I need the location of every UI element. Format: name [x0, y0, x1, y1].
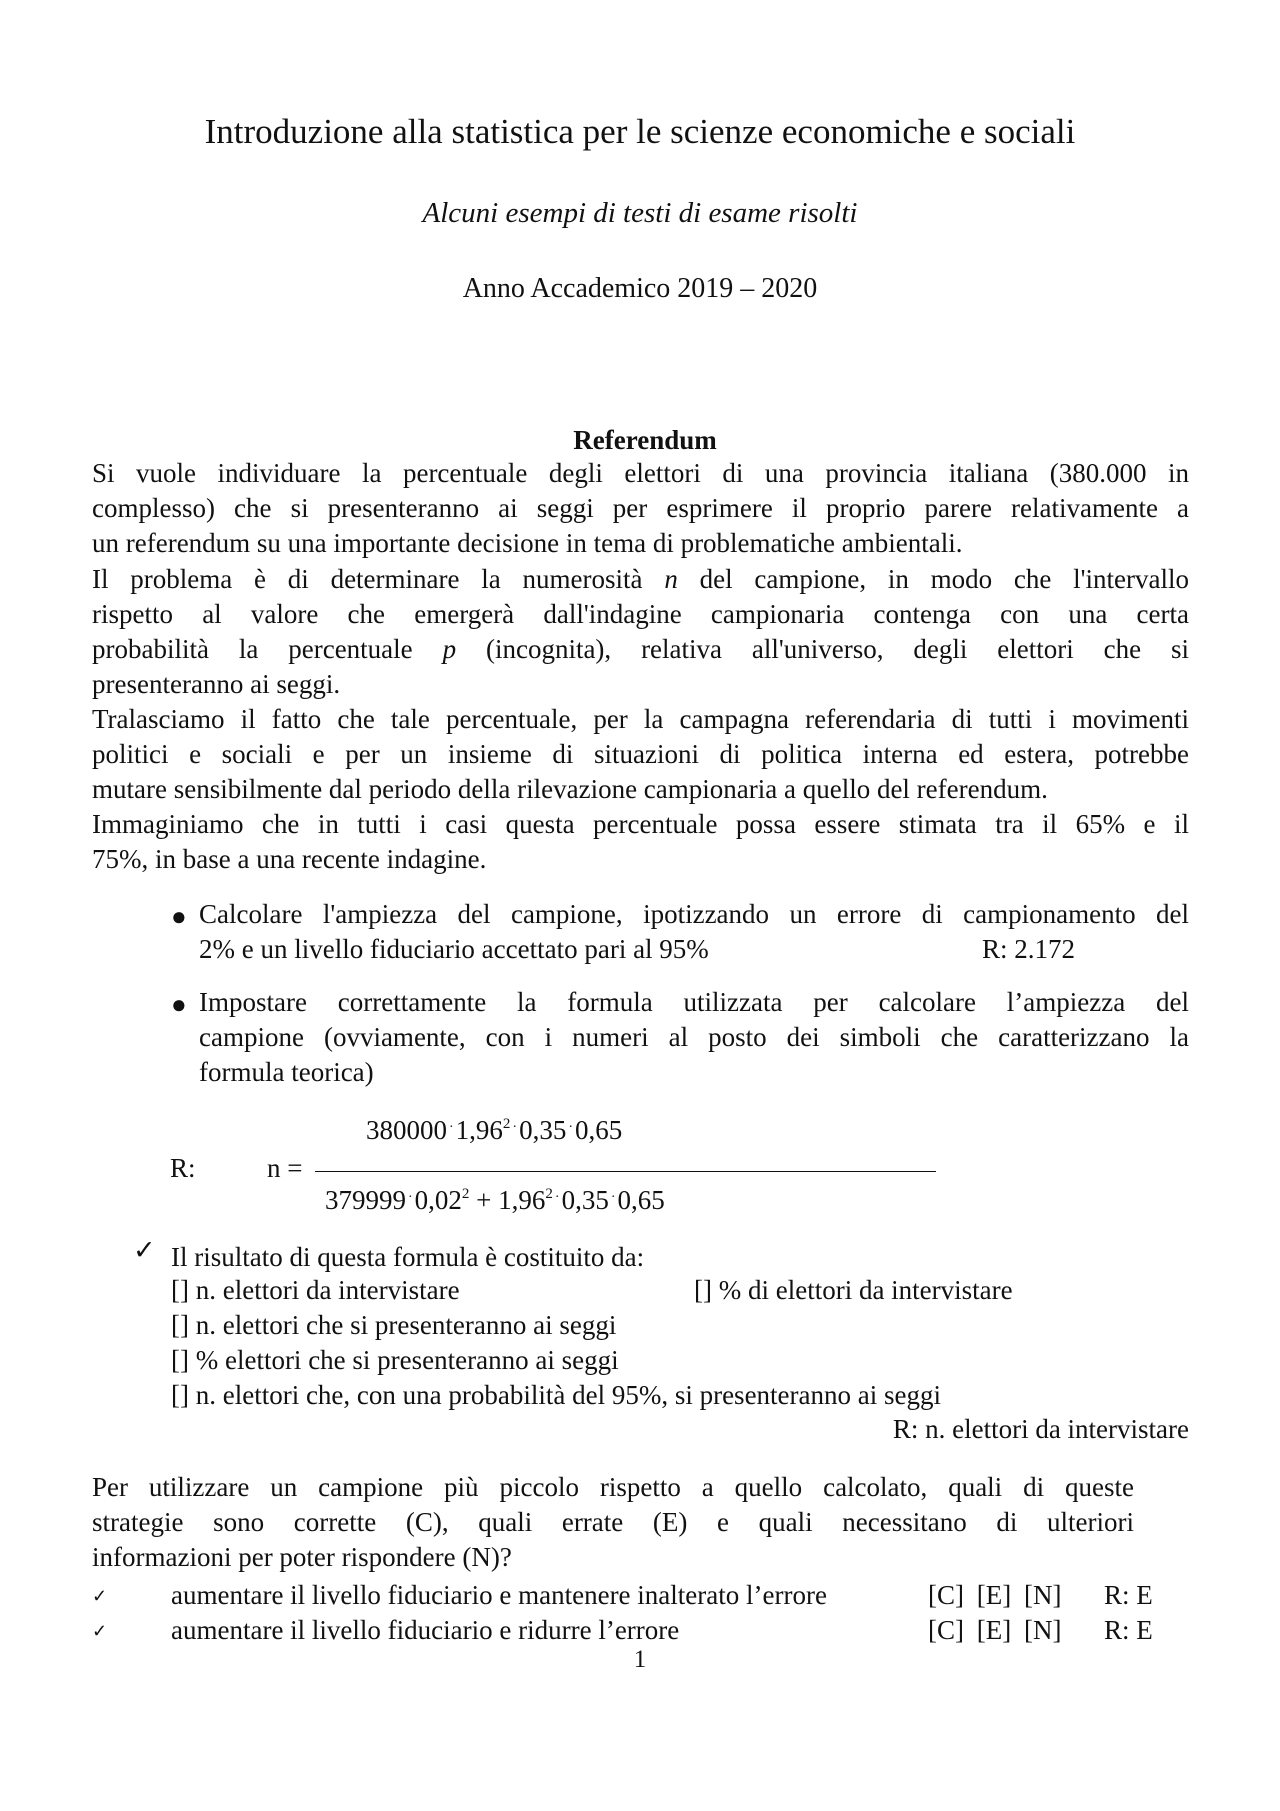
exponent: 2 [502, 1116, 511, 1132]
answer-text: R: n. elettori da intervistare [892, 1414, 1189, 1444]
text-line: un referendum su una importante decisione in tema di problematiche ambientali. [92, 528, 963, 558]
formula-lhs: n = [267, 1153, 303, 1183]
multiply-dot: · [512, 1120, 518, 1135]
text-line: campione (ovviamente, con i numeri al posto dei simboli che caratterizzano la [199, 1022, 1189, 1052]
text-line: Tralasciamo il fatto che tale percentuale, per la campagna referendaria di tutti i movimenti [92, 704, 1189, 734]
bullet-item-sample-size [199, 897, 1189, 967]
checkmark-icon: ✓ [92, 1586, 108, 1606]
variable-n: n [664, 564, 678, 594]
answer-text: R: E [1104, 1615, 1153, 1645]
paragraph-estimate [92, 807, 1189, 877]
multiply-dot: · [554, 1190, 560, 1205]
formula-numerator [366, 1115, 622, 1146]
checkmark-icon: ✓ [133, 1235, 156, 1265]
page-number: 1 [633, 1646, 647, 1673]
formula-term: 380000 [366, 1115, 447, 1145]
text-line: Calcolare l'ampiezza del campione, ipotizzando un errore di campionamento del [199, 899, 1189, 929]
text-line: Si vuole individuare la percentuale degli elettori di una provincia italiana (380.000 in [92, 458, 1189, 488]
strategy-text: aumentare il livello fiduciario e ridurre l’errore [171, 1615, 680, 1645]
bullet-dot-icon: ● [171, 902, 187, 931]
text-line: strategie sono corrette (C), quali errate (E) e quali necessitano di ulteriori [92, 1507, 1134, 1537]
paragraph-problem [92, 562, 1189, 702]
bullet-item-formula [199, 985, 1189, 1090]
formula-term: 0,35 [519, 1115, 567, 1145]
option-item: [] n. elettori che si presenteranno ai seggi [171, 1310, 617, 1340]
strategy-choices: [C] [E] [N] [928, 1580, 1062, 1610]
text-segment: del campione, in modo che l'intervallo [699, 564, 1190, 594]
exponent: 2 [461, 1186, 470, 1202]
text-segment: Il problema è di determinare la numerosità [92, 564, 643, 594]
sample-size-formula [170, 1115, 790, 1225]
multiply-dot: · [610, 1190, 616, 1205]
text-segment: (incognita), relativa all'universo, degli elettori che si [485, 634, 1190, 664]
document-title: Introduzione alla statistica per le scienze economiche e sociali [204, 112, 1076, 151]
document-subtitle: Alcuni esempi di testi di esame risolti [422, 197, 858, 229]
text-segment: 2% e un livello fiduciario accettato pari al 95% [199, 934, 709, 964]
option-item: [] n. elettori da intervistare [171, 1275, 460, 1305]
section-heading: Referendum [573, 425, 717, 455]
text-line: Impostare correttamente la formula utilizzata per calcolare l’ampiezza del [199, 987, 1189, 1017]
formula-term: + 1,96 [476, 1185, 546, 1215]
text-line: formula teorica) [199, 1057, 374, 1087]
text-line: informazioni per poter rispondere (N)? [92, 1542, 512, 1572]
option-item: [] % elettori che si presenteranno ai seggi [171, 1345, 619, 1375]
text-line [199, 932, 1189, 967]
answer-label: R: [170, 1153, 196, 1183]
formula-term: 0,35 [561, 1185, 609, 1215]
bullet-dot-icon: ● [171, 990, 187, 1019]
text-line: rispetto al valore che emergerà dall'indagine campionaria contenga con una certa [92, 599, 1189, 629]
multiply-dot: · [568, 1120, 574, 1135]
text-line [92, 562, 1189, 597]
exponent: 2 [545, 1186, 553, 1202]
strategy-text: aumentare il livello fiduciario e mantenere inalterato l’errore [171, 1580, 827, 1610]
paragraph-question-2 [92, 1470, 1134, 1575]
text-line: presenteranno ai seggi. [92, 669, 341, 699]
text-line: 75%, in base a una recente indagine. [92, 844, 487, 874]
variable-p: p [442, 634, 457, 664]
text-line [92, 632, 1189, 667]
formula-term: 379999 [325, 1185, 406, 1215]
formula-denominator [325, 1185, 665, 1216]
paragraph-intro [92, 456, 1189, 561]
answer-text: R: E [1104, 1580, 1153, 1610]
text-line: politici e sociali e per un insieme di situazioni di politica interna ed estera, potrebbe [92, 739, 1189, 769]
question-text: Il risultato di questa formula è costituito da: [171, 1242, 645, 1272]
text-segment: probabilità la percentuale [92, 634, 413, 664]
text-line: Per utilizzare un campione più piccolo rispetto a quello calcolato, quali di queste [92, 1472, 1134, 1502]
checkmark-icon: ✓ [92, 1621, 108, 1641]
option-item: [] % di elettori da intervistare [694, 1275, 1013, 1305]
text-line: Immaginiamo che in tutti i casi questa percentuale possa essere stimata tra il 65% e il [92, 809, 1189, 839]
formula-term: 1,96 [455, 1115, 503, 1145]
academic-year: Anno Accademico 2019 – 2020 [462, 273, 818, 304]
option-item: [] n. elettori che, con una probabilità del 95%, si presenteranno ai seggi [171, 1380, 941, 1410]
answer-text: R: 2.172 [982, 934, 1076, 964]
formula-term: 0,65 [617, 1185, 665, 1215]
formula-term: 0,65 [575, 1115, 623, 1145]
multiply-dot: · [408, 1190, 413, 1205]
text-line: mutare sensibilmente dal periodo della rilevazione campionaria a quello del referendum. [92, 774, 1048, 804]
paragraph-context [92, 702, 1189, 807]
fraction-bar [315, 1171, 936, 1172]
strategy-choices: [C] [E] [N] [928, 1615, 1062, 1645]
multiply-dot: · [449, 1120, 454, 1135]
formula-term: 0,02 [414, 1185, 462, 1215]
text-line: complesso) che si presenteranno ai seggi per esprimere il proprio parere relativamente a [92, 493, 1189, 523]
